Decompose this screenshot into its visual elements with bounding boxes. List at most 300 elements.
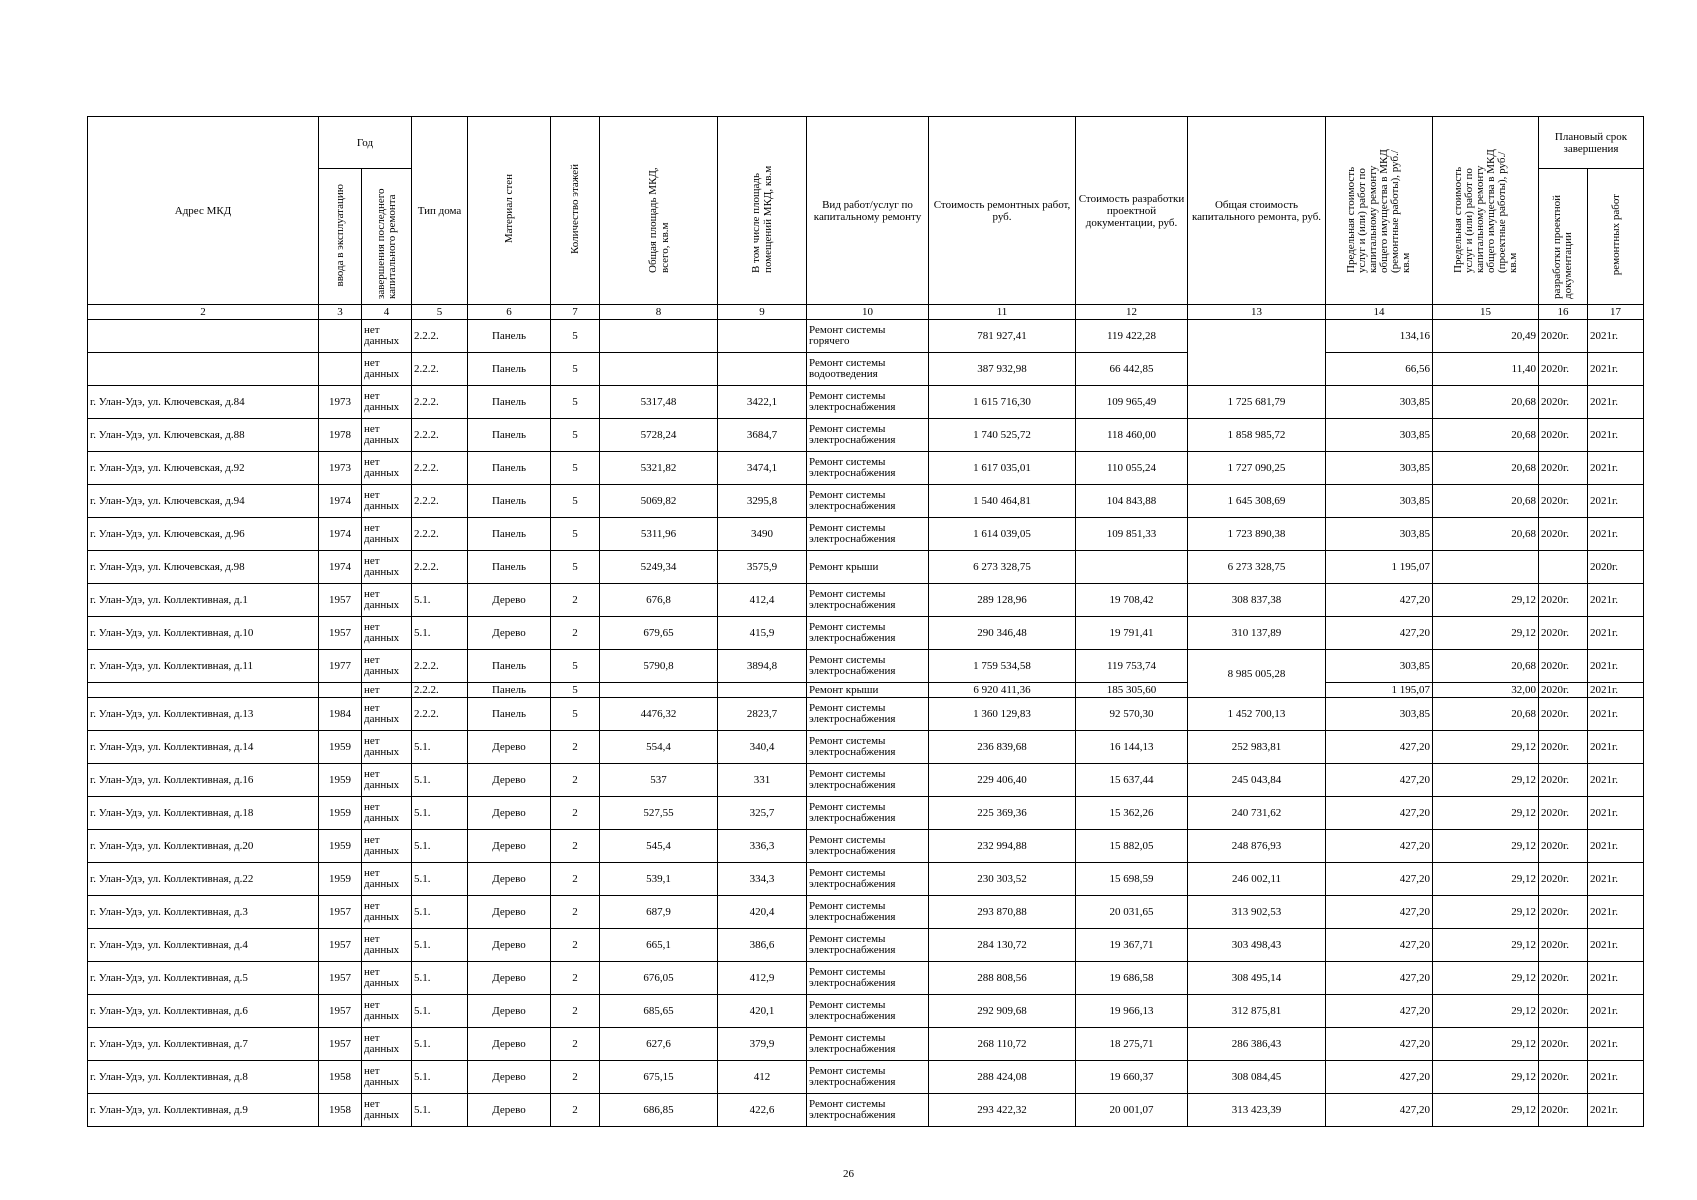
cell-year-last: нет данных — [362, 353, 412, 386]
col-num: 14 — [1326, 305, 1433, 320]
cell-floors: 5 — [551, 551, 600, 584]
header-wall-material: Материал стен — [468, 117, 551, 305]
cell-repair-cost: 232 994,88 — [929, 830, 1076, 863]
cell-total-area: 5069,82 — [600, 485, 718, 518]
cell-floors: 2 — [551, 731, 600, 764]
cell-work-type: Ремонт системы электроснабжения — [807, 929, 929, 962]
cell-limit-design: 29,12 — [1433, 1094, 1539, 1127]
cell-total-cost: 1 452 700,13 — [1188, 698, 1326, 731]
cell-address: г. Улан-Удэ, ул. Ключевская, д.96 — [88, 518, 319, 551]
cell-year-entry: 1957 — [319, 584, 362, 617]
cell-wall: Дерево — [468, 1028, 551, 1061]
cell-limit-design: 20,68 — [1433, 386, 1539, 419]
cell-wall: Панель — [468, 698, 551, 731]
cell-floors: 2 — [551, 929, 600, 962]
cell-house-type: 2.2.2. — [412, 353, 468, 386]
col-num: 3 — [319, 305, 362, 320]
cell-plan-design: 2020г. — [1539, 1028, 1588, 1061]
header-work-type: Вид работ/услуг по капитальному ремонту — [807, 117, 929, 305]
header-year-last-repair: завершения последнего капитального ремонта — [362, 169, 412, 305]
cell-address — [88, 320, 319, 353]
cell-total-cost: 1 727 090,25 — [1188, 452, 1326, 485]
cell-work-type: Ремонт системы электроснабжения — [807, 419, 929, 452]
cell-year-last: нет данных — [362, 485, 412, 518]
cell-total-cost: 312 875,81 — [1188, 995, 1326, 1028]
cell-plan-repair: 2021г. — [1588, 1094, 1644, 1127]
cell-total-cost: 308 495,14 — [1188, 962, 1326, 995]
cell-plan-design: 2020г. — [1539, 962, 1588, 995]
cell-premises-area: 379,9 — [718, 1028, 807, 1061]
table-body — [88, 320, 1644, 1127]
cell-premises-area: 422,6 — [718, 1094, 807, 1127]
cell-limit-design: 20,68 — [1433, 452, 1539, 485]
cell-limit-design: 11,40 — [1433, 353, 1539, 386]
cell-repair-cost: 1 759 534,58 — [929, 650, 1076, 683]
cell-total-area: 665,1 — [600, 929, 718, 962]
col-num: 17 — [1588, 305, 1644, 320]
col-num: 2 — [88, 305, 319, 320]
cell-plan-repair: 2021г. — [1588, 650, 1644, 683]
cell-design-cost: 118 460,00 — [1076, 419, 1188, 452]
cell-plan-design: 2020г. — [1539, 419, 1588, 452]
cell-year-last: нет данных — [362, 698, 412, 731]
cell-plan-repair: 2021г. — [1588, 353, 1644, 386]
cell-year-last: нет данных — [362, 731, 412, 764]
cell-repair-cost: 781 927,41 — [929, 320, 1076, 353]
table-row — [88, 863, 1644, 896]
cell-plan-design: 2020г. — [1539, 650, 1588, 683]
cell-total-area: 679,65 — [600, 617, 718, 650]
cell-floors: 2 — [551, 1028, 600, 1061]
cell-floors: 2 — [551, 896, 600, 929]
cell-limit-design: 32,00 — [1433, 683, 1539, 698]
cell-design-cost: 19 367,71 — [1076, 929, 1188, 962]
cell-work-type: Ремонт системы электроснабжения — [807, 830, 929, 863]
cell-year-entry: 1959 — [319, 731, 362, 764]
cell-plan-repair: 2020г. — [1588, 551, 1644, 584]
cell-wall: Дерево — [468, 764, 551, 797]
cell-premises-area: 3684,7 — [718, 419, 807, 452]
table-row — [88, 386, 1644, 419]
table-row — [88, 650, 1644, 683]
cell-work-type: Ремонт системы электроснабжения — [807, 1094, 929, 1127]
cell-premises-area: 336,3 — [718, 830, 807, 863]
table-row — [88, 353, 1644, 386]
cell-house-type: 5.1. — [412, 962, 468, 995]
table-row — [88, 1061, 1644, 1094]
cell-house-type: 5.1. — [412, 929, 468, 962]
cell-limit-design: 29,12 — [1433, 617, 1539, 650]
cell-design-cost: 119 422,28 — [1076, 320, 1188, 353]
cell-address: г. Улан-Удэ, ул. Коллективная, д.7 — [88, 1028, 319, 1061]
cell-year-entry: 1957 — [319, 1028, 362, 1061]
cell-design-cost: 104 843,88 — [1076, 485, 1188, 518]
cell-house-type: 2.2.2. — [412, 485, 468, 518]
cell-premises-area: 3295,8 — [718, 485, 807, 518]
cell-plan-repair: 2021г. — [1588, 452, 1644, 485]
cell-premises-area — [718, 320, 807, 353]
cell-design-cost: 15 637,44 — [1076, 764, 1188, 797]
cell-total-area: 554,4 — [600, 731, 718, 764]
cell-work-type: Ремонт системы электроснабжения — [807, 452, 929, 485]
cell-total-cost: 313 423,39 — [1188, 1094, 1326, 1127]
cell-design-cost: 110 055,24 — [1076, 452, 1188, 485]
header-premises-area: В том числе площадь помещений МКД, кв.м — [718, 117, 807, 305]
cell-plan-design: 2020г. — [1539, 698, 1588, 731]
cell-limit-design: 29,12 — [1433, 1028, 1539, 1061]
cell-plan-design: 2020г. — [1539, 386, 1588, 419]
cell-total-cost: 286 386,43 — [1188, 1028, 1326, 1061]
col-num: 13 — [1188, 305, 1326, 320]
cell-work-type: Ремонт системы электроснабжения — [807, 995, 929, 1028]
cell-year-entry: 1957 — [319, 962, 362, 995]
cell-wall: Дерево — [468, 863, 551, 896]
table-row — [88, 584, 1644, 617]
cell-total-cost: 245 043,84 — [1188, 764, 1326, 797]
col-num: 6 — [468, 305, 551, 320]
cell-design-cost: 18 275,71 — [1076, 1028, 1188, 1061]
cell-year-last: нет данных — [362, 929, 412, 962]
cell-plan-repair: 2021г. — [1588, 584, 1644, 617]
cell-total-cost: 8 985 005,28 — [1188, 650, 1326, 698]
cell-house-type: 5.1. — [412, 1094, 468, 1127]
cell-plan-design: 2020г. — [1539, 518, 1588, 551]
cell-wall: Панель — [468, 485, 551, 518]
cell-repair-cost: 292 909,68 — [929, 995, 1076, 1028]
cell-total-area: 5790,8 — [600, 650, 718, 683]
cell-wall: Панель — [468, 683, 551, 698]
cell-wall: Дерево — [468, 962, 551, 995]
cell-address: г. Улан-Удэ, ул. Коллективная, д.5 — [88, 962, 319, 995]
cell-design-cost: 15 698,59 — [1076, 863, 1188, 896]
cell-house-type: 5.1. — [412, 830, 468, 863]
cell-address: г. Улан-Удэ, ул. Коллективная, д.16 — [88, 764, 319, 797]
cell-limit-design: 29,12 — [1433, 764, 1539, 797]
cell-address: г. Улан-Удэ, ул. Коллективная, д.18 — [88, 797, 319, 830]
cell-plan-design: 2020г. — [1539, 452, 1588, 485]
cell-limit-design: 20,68 — [1433, 518, 1539, 551]
cell-repair-cost: 290 346,48 — [929, 617, 1076, 650]
cell-total-cost: 248 876,93 — [1188, 830, 1326, 863]
cell-repair-cost: 230 303,52 — [929, 863, 1076, 896]
cell-premises-area: 386,6 — [718, 929, 807, 962]
cell-limit-repair: 134,16 — [1326, 320, 1433, 353]
cell-plan-repair: 2021г. — [1588, 419, 1644, 452]
cell-design-cost: 66 442,85 — [1076, 353, 1188, 386]
cell-premises-area: 412,4 — [718, 584, 807, 617]
cell-limit-repair: 427,20 — [1326, 731, 1433, 764]
cell-year-entry: 1977 — [319, 650, 362, 683]
cell-year-entry: 1959 — [319, 863, 362, 896]
cell-house-type: 5.1. — [412, 764, 468, 797]
cell-limit-design: 20,68 — [1433, 698, 1539, 731]
cell-wall: Панель — [468, 452, 551, 485]
cell-address: г. Улан-Удэ, ул. Коллективная, д.1 — [88, 584, 319, 617]
table-row — [88, 797, 1644, 830]
cell-plan-design: 2020г. — [1539, 995, 1588, 1028]
cell-address: г. Улан-Удэ, ул. Коллективная, д.3 — [88, 896, 319, 929]
cell-total-area: 545,4 — [600, 830, 718, 863]
cell-wall: Дерево — [468, 830, 551, 863]
table-row — [88, 452, 1644, 485]
cell-limit-repair: 427,20 — [1326, 1028, 1433, 1061]
cell-repair-cost: 268 110,72 — [929, 1028, 1076, 1061]
header-floors: Количество этажей — [551, 117, 600, 305]
cell-total-area: 4476,32 — [600, 698, 718, 731]
cell-limit-repair: 427,20 — [1326, 584, 1433, 617]
cell-house-type: 2.2.2. — [412, 698, 468, 731]
cell-address: г. Улан-Удэ, ул. Коллективная, д.10 — [88, 617, 319, 650]
cell-total-cost: 1 723 890,38 — [1188, 518, 1326, 551]
cell-year-entry: 1957 — [319, 995, 362, 1028]
cell-limit-repair: 427,20 — [1326, 995, 1433, 1028]
cell-address: г. Улан-Удэ, ул. Коллективная, д.11 — [88, 650, 319, 683]
cell-year-entry: 1957 — [319, 929, 362, 962]
cell-limit-design: 29,12 — [1433, 929, 1539, 962]
cell-work-type: Ремонт системы электроснабжения — [807, 797, 929, 830]
header-limit-repair: Предельная стоимость услуг и (или) работ по капитальному ремонту общего имущества в МКД (ремонтные работы), руб./кв.м — [1326, 117, 1433, 305]
cell-wall: Дерево — [468, 1061, 551, 1094]
cell-floors: 2 — [551, 797, 600, 830]
cell-year-entry: 1974 — [319, 485, 362, 518]
cell-repair-cost: 1 540 464,81 — [929, 485, 1076, 518]
table-row — [88, 962, 1644, 995]
cell-plan-design: 2020г. — [1539, 797, 1588, 830]
cell-address: г. Улан-Удэ, ул. Ключевская, д.84 — [88, 386, 319, 419]
cell-address: г. Улан-Удэ, ул. Коллективная, д.9 — [88, 1094, 319, 1127]
cell-floors: 2 — [551, 830, 600, 863]
cell-floors: 5 — [551, 518, 600, 551]
cell-total-area: 676,05 — [600, 962, 718, 995]
cell-repair-cost: 288 424,08 — [929, 1061, 1076, 1094]
cell-plan-repair: 2021г. — [1588, 617, 1644, 650]
cell-plan-design: 2020г. — [1539, 863, 1588, 896]
cell-design-cost: 20 001,07 — [1076, 1094, 1188, 1127]
cell-repair-cost: 1 617 035,01 — [929, 452, 1076, 485]
cell-work-type: Ремонт системы электроснабжения — [807, 617, 929, 650]
cell-wall: Дерево — [468, 896, 551, 929]
cell-premises-area: 420,1 — [718, 995, 807, 1028]
cell-limit-design: 29,12 — [1433, 830, 1539, 863]
cell-plan-repair: 2021г. — [1588, 386, 1644, 419]
cell-work-type: Ремонт системы электроснабжения — [807, 962, 929, 995]
cell-limit-repair: 303,85 — [1326, 452, 1433, 485]
cell-repair-cost: 229 406,40 — [929, 764, 1076, 797]
cell-floors: 5 — [551, 698, 600, 731]
cell-limit-repair: 303,85 — [1326, 419, 1433, 452]
cell-total-area — [600, 683, 718, 698]
cell-house-type: 2.2.2. — [412, 551, 468, 584]
cell-repair-cost: 1 360 129,83 — [929, 698, 1076, 731]
cell-plan-design: 2020г. — [1539, 896, 1588, 929]
cell-year-entry: 1959 — [319, 797, 362, 830]
cell-total-area: 686,85 — [600, 1094, 718, 1127]
table-row — [88, 896, 1644, 929]
cell-premises-area — [718, 353, 807, 386]
cell-floors: 5 — [551, 650, 600, 683]
cell-address: г. Улан-Удэ, ул. Коллективная, д.22 — [88, 863, 319, 896]
cell-design-cost: 19 660,37 — [1076, 1061, 1188, 1094]
cell-total-area: 685,65 — [600, 995, 718, 1028]
cell-design-cost: 19 966,13 — [1076, 995, 1188, 1028]
repair-table-container — [87, 116, 1644, 1127]
cell-repair-cost: 293 870,88 — [929, 896, 1076, 929]
cell-house-type: 5.1. — [412, 731, 468, 764]
cell-premises-area: 412 — [718, 1061, 807, 1094]
cell-address: г. Улан-Удэ, ул. Ключевская, д.88 — [88, 419, 319, 452]
header-house-type: Тип дома — [412, 117, 468, 305]
cell-work-type: Ремонт системы электроснабжения — [807, 764, 929, 797]
cell-year-last: нет данных — [362, 962, 412, 995]
cell-total-area: 627,6 — [600, 1028, 718, 1061]
cell-total-area: 5249,34 — [600, 551, 718, 584]
cell-plan-design: 2020г. — [1539, 1061, 1588, 1094]
cell-year-last: нет данных — [362, 1094, 412, 1127]
cell-limit-design: 29,12 — [1433, 1061, 1539, 1094]
cell-wall: Дерево — [468, 731, 551, 764]
cell-year-entry: 1974 — [319, 551, 362, 584]
cell-premises-area: 412,9 — [718, 962, 807, 995]
cell-year-last: нет данных — [362, 1061, 412, 1094]
cell-plan-repair: 2021г. — [1588, 962, 1644, 995]
cell-year-entry — [319, 353, 362, 386]
col-num: 5 — [412, 305, 468, 320]
cell-plan-design: 2020г. — [1539, 731, 1588, 764]
cell-year-last: нет данных — [362, 419, 412, 452]
cell-year-last: нет данных — [362, 830, 412, 863]
header-repair-cost: Стоимость ремонтных работ, руб. — [929, 117, 1076, 305]
cell-premises-area: 3575,9 — [718, 551, 807, 584]
cell-repair-cost: 284 130,72 — [929, 929, 1076, 962]
cell-work-type: Ремонт системы электроснабжения — [807, 731, 929, 764]
cell-house-type: 5.1. — [412, 1061, 468, 1094]
cell-wall: Дерево — [468, 797, 551, 830]
cell-address: г. Улан-Удэ, ул. Коллективная, д.8 — [88, 1061, 319, 1094]
capital-repair-table — [87, 116, 1644, 1127]
cell-total-cost: 246 002,11 — [1188, 863, 1326, 896]
cell-wall: Дерево — [468, 1094, 551, 1127]
cell-year-entry: 1957 — [319, 896, 362, 929]
table-row — [88, 1028, 1644, 1061]
header-plan-design: разработки проектной документации — [1539, 169, 1588, 305]
cell-year-last: нет данных — [362, 995, 412, 1028]
cell-plan-design: 2020г. — [1539, 320, 1588, 353]
cell-year-entry: 1957 — [319, 617, 362, 650]
cell-total-cost: 308 837,38 — [1188, 584, 1326, 617]
cell-limit-design: 29,12 — [1433, 896, 1539, 929]
table-row — [88, 698, 1644, 731]
cell-floors: 5 — [551, 419, 600, 452]
cell-house-type: 5.1. — [412, 863, 468, 896]
cell-repair-cost: 225 369,36 — [929, 797, 1076, 830]
cell-total-cost: 252 983,81 — [1188, 731, 1326, 764]
cell-plan-design: 2020г. — [1539, 683, 1588, 698]
cell-limit-design: 29,12 — [1433, 962, 1539, 995]
header-address: Адрес МКД — [88, 117, 319, 305]
header-year-entry: ввода в эксплуатацию — [319, 169, 362, 305]
cell-premises-area: 3422,1 — [718, 386, 807, 419]
cell-floors: 5 — [551, 386, 600, 419]
cell-design-cost: 92 570,30 — [1076, 698, 1188, 731]
table-row — [88, 995, 1644, 1028]
cell-plan-repair: 2021г. — [1588, 1061, 1644, 1094]
cell-work-type: Ремонт крыши — [807, 683, 929, 698]
cell-plan-design: 2020г. — [1539, 617, 1588, 650]
cell-premises-area: 420,4 — [718, 896, 807, 929]
cell-floors: 5 — [551, 353, 600, 386]
cell-limit-design: 20,68 — [1433, 419, 1539, 452]
cell-address: г. Улан-Удэ, ул. Коллективная, д.13 — [88, 698, 319, 731]
table-row — [88, 617, 1644, 650]
cell-total-area: 527,55 — [600, 797, 718, 830]
cell-limit-design: 29,12 — [1433, 584, 1539, 617]
cell-plan-design: 2020г. — [1539, 584, 1588, 617]
cell-year-last: нет данных — [362, 452, 412, 485]
cell-plan-repair: 2021г. — [1588, 698, 1644, 731]
header-plan: Плановый срок завершения — [1539, 117, 1644, 169]
cell-year-last: нет данных — [362, 1028, 412, 1061]
cell-plan-design — [1539, 551, 1588, 584]
cell-premises-area: 334,3 — [718, 863, 807, 896]
cell-house-type: 5.1. — [412, 995, 468, 1028]
col-num: 10 — [807, 305, 929, 320]
cell-year-entry: 1978 — [319, 419, 362, 452]
cell-house-type: 2.2.2. — [412, 386, 468, 419]
cell-design-cost: 19 708,42 — [1076, 584, 1188, 617]
cell-total-area: 5728,24 — [600, 419, 718, 452]
cell-design-cost: 119 753,74 — [1076, 650, 1188, 683]
cell-design-cost: 19 791,41 — [1076, 617, 1188, 650]
cell-premises-area — [718, 683, 807, 698]
cell-total-area: 5321,82 — [600, 452, 718, 485]
cell-total-area: 539,1 — [600, 863, 718, 896]
cell-work-type: Ремонт системы электроснабжения — [807, 896, 929, 929]
table-row — [88, 551, 1644, 584]
cell-premises-area: 340,4 — [718, 731, 807, 764]
cell-plan-repair: 2021г. — [1588, 995, 1644, 1028]
cell-year-last: нет данных — [362, 551, 412, 584]
table-row — [88, 518, 1644, 551]
cell-repair-cost: 1 614 039,05 — [929, 518, 1076, 551]
cell-design-cost: 16 144,13 — [1076, 731, 1188, 764]
table-row — [88, 1094, 1644, 1127]
cell-limit-repair: 1 195,07 — [1326, 683, 1433, 698]
cell-total-cost: 1 645 308,69 — [1188, 485, 1326, 518]
cell-limit-repair: 427,20 — [1326, 896, 1433, 929]
cell-total-cost: 1 725 681,79 — [1188, 386, 1326, 419]
cell-total-area: 5311,96 — [600, 518, 718, 551]
table-row — [88, 731, 1644, 764]
cell-work-type: Ремонт системы водоотведения — [807, 353, 929, 386]
cell-wall: Дерево — [468, 584, 551, 617]
cell-design-cost: 109 965,49 — [1076, 386, 1188, 419]
cell-total-cost — [1188, 320, 1326, 386]
cell-year-entry: 1973 — [319, 452, 362, 485]
cell-house-type: 2.2.2. — [412, 452, 468, 485]
cell-limit-design: 20,68 — [1433, 485, 1539, 518]
cell-total-cost: 240 731,62 — [1188, 797, 1326, 830]
cell-total-cost: 308 084,45 — [1188, 1061, 1326, 1094]
table-row — [88, 485, 1644, 518]
cell-repair-cost: 1 740 525,72 — [929, 419, 1076, 452]
cell-limit-repair: 303,85 — [1326, 386, 1433, 419]
cell-house-type: 2.2.2. — [412, 419, 468, 452]
header-limit-design: Предельная стоимость услуг и (или) работ по капитальному ремонту общего имущества в МКД (проектные работы), руб./кв.м — [1433, 117, 1539, 305]
cell-year-last: нет данных — [362, 896, 412, 929]
cell-total-area: 676,8 — [600, 584, 718, 617]
cell-house-type: 5.1. — [412, 584, 468, 617]
cell-floors: 2 — [551, 995, 600, 1028]
